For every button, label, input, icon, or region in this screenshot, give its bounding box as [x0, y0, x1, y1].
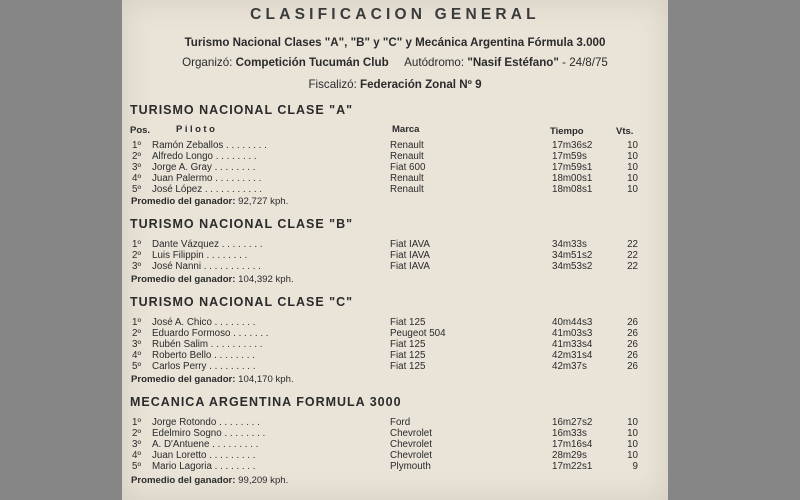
table-row — [132, 339, 652, 350]
row-laps: 10 — [627, 151, 638, 162]
row-time: 28m29s — [552, 450, 587, 461]
row-laps: 10 — [627, 428, 638, 439]
column-header-laps: Vts. — [616, 126, 634, 137]
table-row — [132, 439, 652, 450]
results-sheet — [122, 0, 668, 500]
row-driver: Carlos Perry . . . . . . . . . — [152, 361, 256, 372]
row-pos: 1º — [132, 239, 142, 250]
row-laps: 10 — [627, 450, 638, 461]
row-driver: Eduardo Formoso . . . . . . . — [152, 328, 269, 339]
page-title: CLASIFICACION GENERAL — [250, 6, 540, 23]
row-laps: 10 — [627, 439, 638, 450]
winner-average-clase-a — [131, 196, 288, 207]
race-date: - 24/8/75 — [562, 56, 608, 69]
circuit-label: Autódromo: — [404, 56, 465, 69]
row-pos: 3º — [132, 339, 142, 350]
row-laps: 26 — [627, 350, 638, 361]
row-brand: Renault — [390, 184, 424, 195]
row-driver: José López . . . . . . . . . . . — [152, 184, 262, 195]
row-laps: 10 — [627, 173, 638, 184]
row-driver: A. D'Antuene . . . . . . . . . — [152, 439, 259, 450]
table-row — [132, 151, 652, 162]
row-laps: 10 — [627, 140, 638, 151]
section-title-clase-a: TURISMO NACIONAL CLASE "A" — [130, 103, 354, 117]
table-row — [132, 173, 652, 184]
row-brand: Chevrolet — [390, 439, 432, 450]
row-pos: 2º — [132, 328, 142, 339]
row-brand: Fiat IAVA — [390, 239, 430, 250]
row-brand: Fiat 125 — [390, 317, 426, 328]
row-brand: Chevrolet — [390, 428, 432, 439]
table-row — [132, 428, 652, 439]
table-row — [132, 239, 652, 250]
row-time: 18m08s1 — [552, 184, 593, 195]
winner-average-value: 92,727 kph. — [238, 196, 289, 207]
row-time: 42m31s4 — [552, 350, 593, 361]
row-pos: 3º — [132, 261, 142, 272]
row-brand: Fiat 125 — [390, 361, 426, 372]
table-row — [132, 461, 652, 472]
row-pos: 4º — [132, 350, 142, 361]
row-time: 42m37s — [552, 361, 587, 372]
row-driver: José Nanni . . . . . . . . . . . — [152, 261, 261, 272]
row-laps: 22 — [627, 239, 638, 250]
row-driver: Jorge Rotondo . . . . . . . . — [152, 417, 260, 428]
winner-average-value: 104,170 kph. — [238, 374, 294, 385]
row-laps: 10 — [627, 162, 638, 173]
row-pos: 5º — [132, 461, 142, 472]
section-title-formula-3000: MECANICA ARGENTINA FORMULA 3000 — [130, 395, 402, 409]
row-pos: 1º — [132, 140, 142, 151]
row-laps: 26 — [627, 339, 638, 350]
supervisor-line — [122, 78, 668, 91]
table-row — [132, 261, 652, 272]
row-pos: 5º — [132, 361, 142, 372]
row-time: 41m33s4 — [552, 339, 593, 350]
organizer-name: Competición Tucumán Club — [235, 56, 389, 69]
table-row — [132, 250, 652, 261]
row-pos: 3º — [132, 162, 142, 173]
row-driver: Dante Vázquez . . . . . . . . — [152, 239, 263, 250]
row-brand: Plymouth — [390, 461, 431, 472]
row-time: 40m44s3 — [552, 317, 593, 328]
row-pos: 5º — [132, 184, 142, 195]
row-brand: Fiat IAVA — [390, 261, 430, 272]
row-pos: 2º — [132, 151, 142, 162]
supervisor-name: Federación Zonal Nº 9 — [360, 78, 482, 91]
winner-average-formula-3000 — [131, 475, 288, 486]
row-laps: 9 — [632, 461, 638, 472]
row-pos: 3º — [132, 439, 142, 450]
table-row — [132, 140, 652, 151]
row-brand: Chevrolet — [390, 450, 432, 461]
section-title-clase-c: TURISMO NACIONAL CLASE "C" — [130, 295, 354, 309]
row-time: 17m59s — [552, 151, 587, 162]
row-time: 18m00s1 — [552, 173, 593, 184]
row-driver: Jorge A. Gray . . . . . . . . — [152, 162, 256, 173]
row-driver: Luis Filippin . . . . . . . . — [152, 250, 248, 261]
row-laps: 26 — [627, 328, 638, 339]
row-brand: Fiat IAVA — [390, 250, 430, 261]
winner-average-clase-b — [131, 274, 294, 285]
row-driver: José A. Chico . . . . . . . . — [152, 317, 256, 328]
row-driver: Juan Palermo . . . . . . . . . — [152, 173, 262, 184]
row-brand: Renault — [390, 151, 424, 162]
row-brand: Renault — [390, 173, 424, 184]
row-brand: Fiat 125 — [390, 339, 426, 350]
row-pos: 1º — [132, 317, 142, 328]
table-row — [132, 184, 652, 195]
row-driver: Juan Loretto . . . . . . . . . — [152, 450, 256, 461]
winner-average-value: 104,392 kph. — [238, 274, 294, 285]
organizer-label: Organizó: — [182, 56, 233, 69]
row-time: 17m22s1 — [552, 461, 593, 472]
column-header-pos: Pos. — [130, 125, 151, 136]
row-pos: 1º — [132, 417, 142, 428]
table-row — [132, 328, 652, 339]
table-row — [132, 417, 652, 428]
row-time: 34m33s — [552, 239, 587, 250]
row-brand: Fiat 600 — [390, 162, 426, 173]
winner-average-clase-c — [131, 374, 294, 385]
row-time: 16m27s2 — [552, 417, 593, 428]
row-laps: 10 — [627, 417, 638, 428]
row-driver: Edelmiro Sogno . . . . . . . . — [152, 428, 266, 439]
row-laps: 22 — [627, 250, 638, 261]
row-pos: 2º — [132, 250, 142, 261]
row-pos: 2º — [132, 428, 142, 439]
winner-average-label: Promedio del ganador: — [131, 196, 236, 207]
event-subtitle: Turismo Nacional Clases "A", "B" y "C" y Mecánica Argentina Fórmula 3.000 — [184, 36, 606, 49]
row-driver: Roberto Bello . . . . . . . . — [152, 350, 255, 361]
winner-average-label: Promedio del ganador: — [131, 274, 236, 285]
row-driver: Ramón Zeballos . . . . . . . . — [152, 140, 267, 151]
table-row — [132, 361, 652, 372]
column-header-driver: Piloto — [176, 124, 218, 135]
row-laps: 10 — [627, 184, 638, 195]
section-title-clase-b: TURISMO NACIONAL CLASE "B" — [130, 217, 354, 231]
row-brand: Peugeot 504 — [390, 328, 446, 339]
row-driver: Alfredo Longo . . . . . . . . — [152, 151, 257, 162]
row-time: 34m53s2 — [552, 261, 593, 272]
row-time: 17m59s1 — [552, 162, 593, 173]
winner-average-label: Promedio del ganador: — [131, 374, 236, 385]
row-laps: 26 — [627, 361, 638, 372]
row-pos: 4º — [132, 450, 142, 461]
table-row — [132, 317, 652, 328]
row-laps: 22 — [627, 261, 638, 272]
row-time: 16m33s — [552, 428, 587, 439]
organizer-line — [122, 56, 668, 69]
row-time: 17m16s4 — [552, 439, 593, 450]
row-brand: Ford — [390, 417, 411, 428]
table-row — [132, 450, 652, 461]
row-brand: Renault — [390, 140, 424, 151]
winner-average-value: 99,209 kph. — [238, 475, 289, 486]
row-laps: 26 — [627, 317, 638, 328]
circuit-name: "Nasif Estéfano" — [467, 56, 559, 69]
row-time: 41m03s3 — [552, 328, 593, 339]
table-row — [132, 350, 652, 361]
row-time: 34m51s2 — [552, 250, 593, 261]
row-brand: Fiat 125 — [390, 350, 426, 361]
row-driver: Rubén Salim . . . . . . . . . . — [152, 339, 263, 350]
row-driver: Mario Lagoria . . . . . . . . — [152, 461, 256, 472]
column-header-time: Tiempo — [550, 126, 584, 137]
supervisor-label: Fiscalizó: — [308, 78, 357, 91]
row-pos: 4º — [132, 173, 142, 184]
row-time: 17m36s2 — [552, 140, 593, 151]
table-row — [132, 162, 652, 173]
column-header-brand: Marca — [392, 124, 420, 135]
winner-average-label: Promedio del ganador: — [131, 475, 236, 486]
